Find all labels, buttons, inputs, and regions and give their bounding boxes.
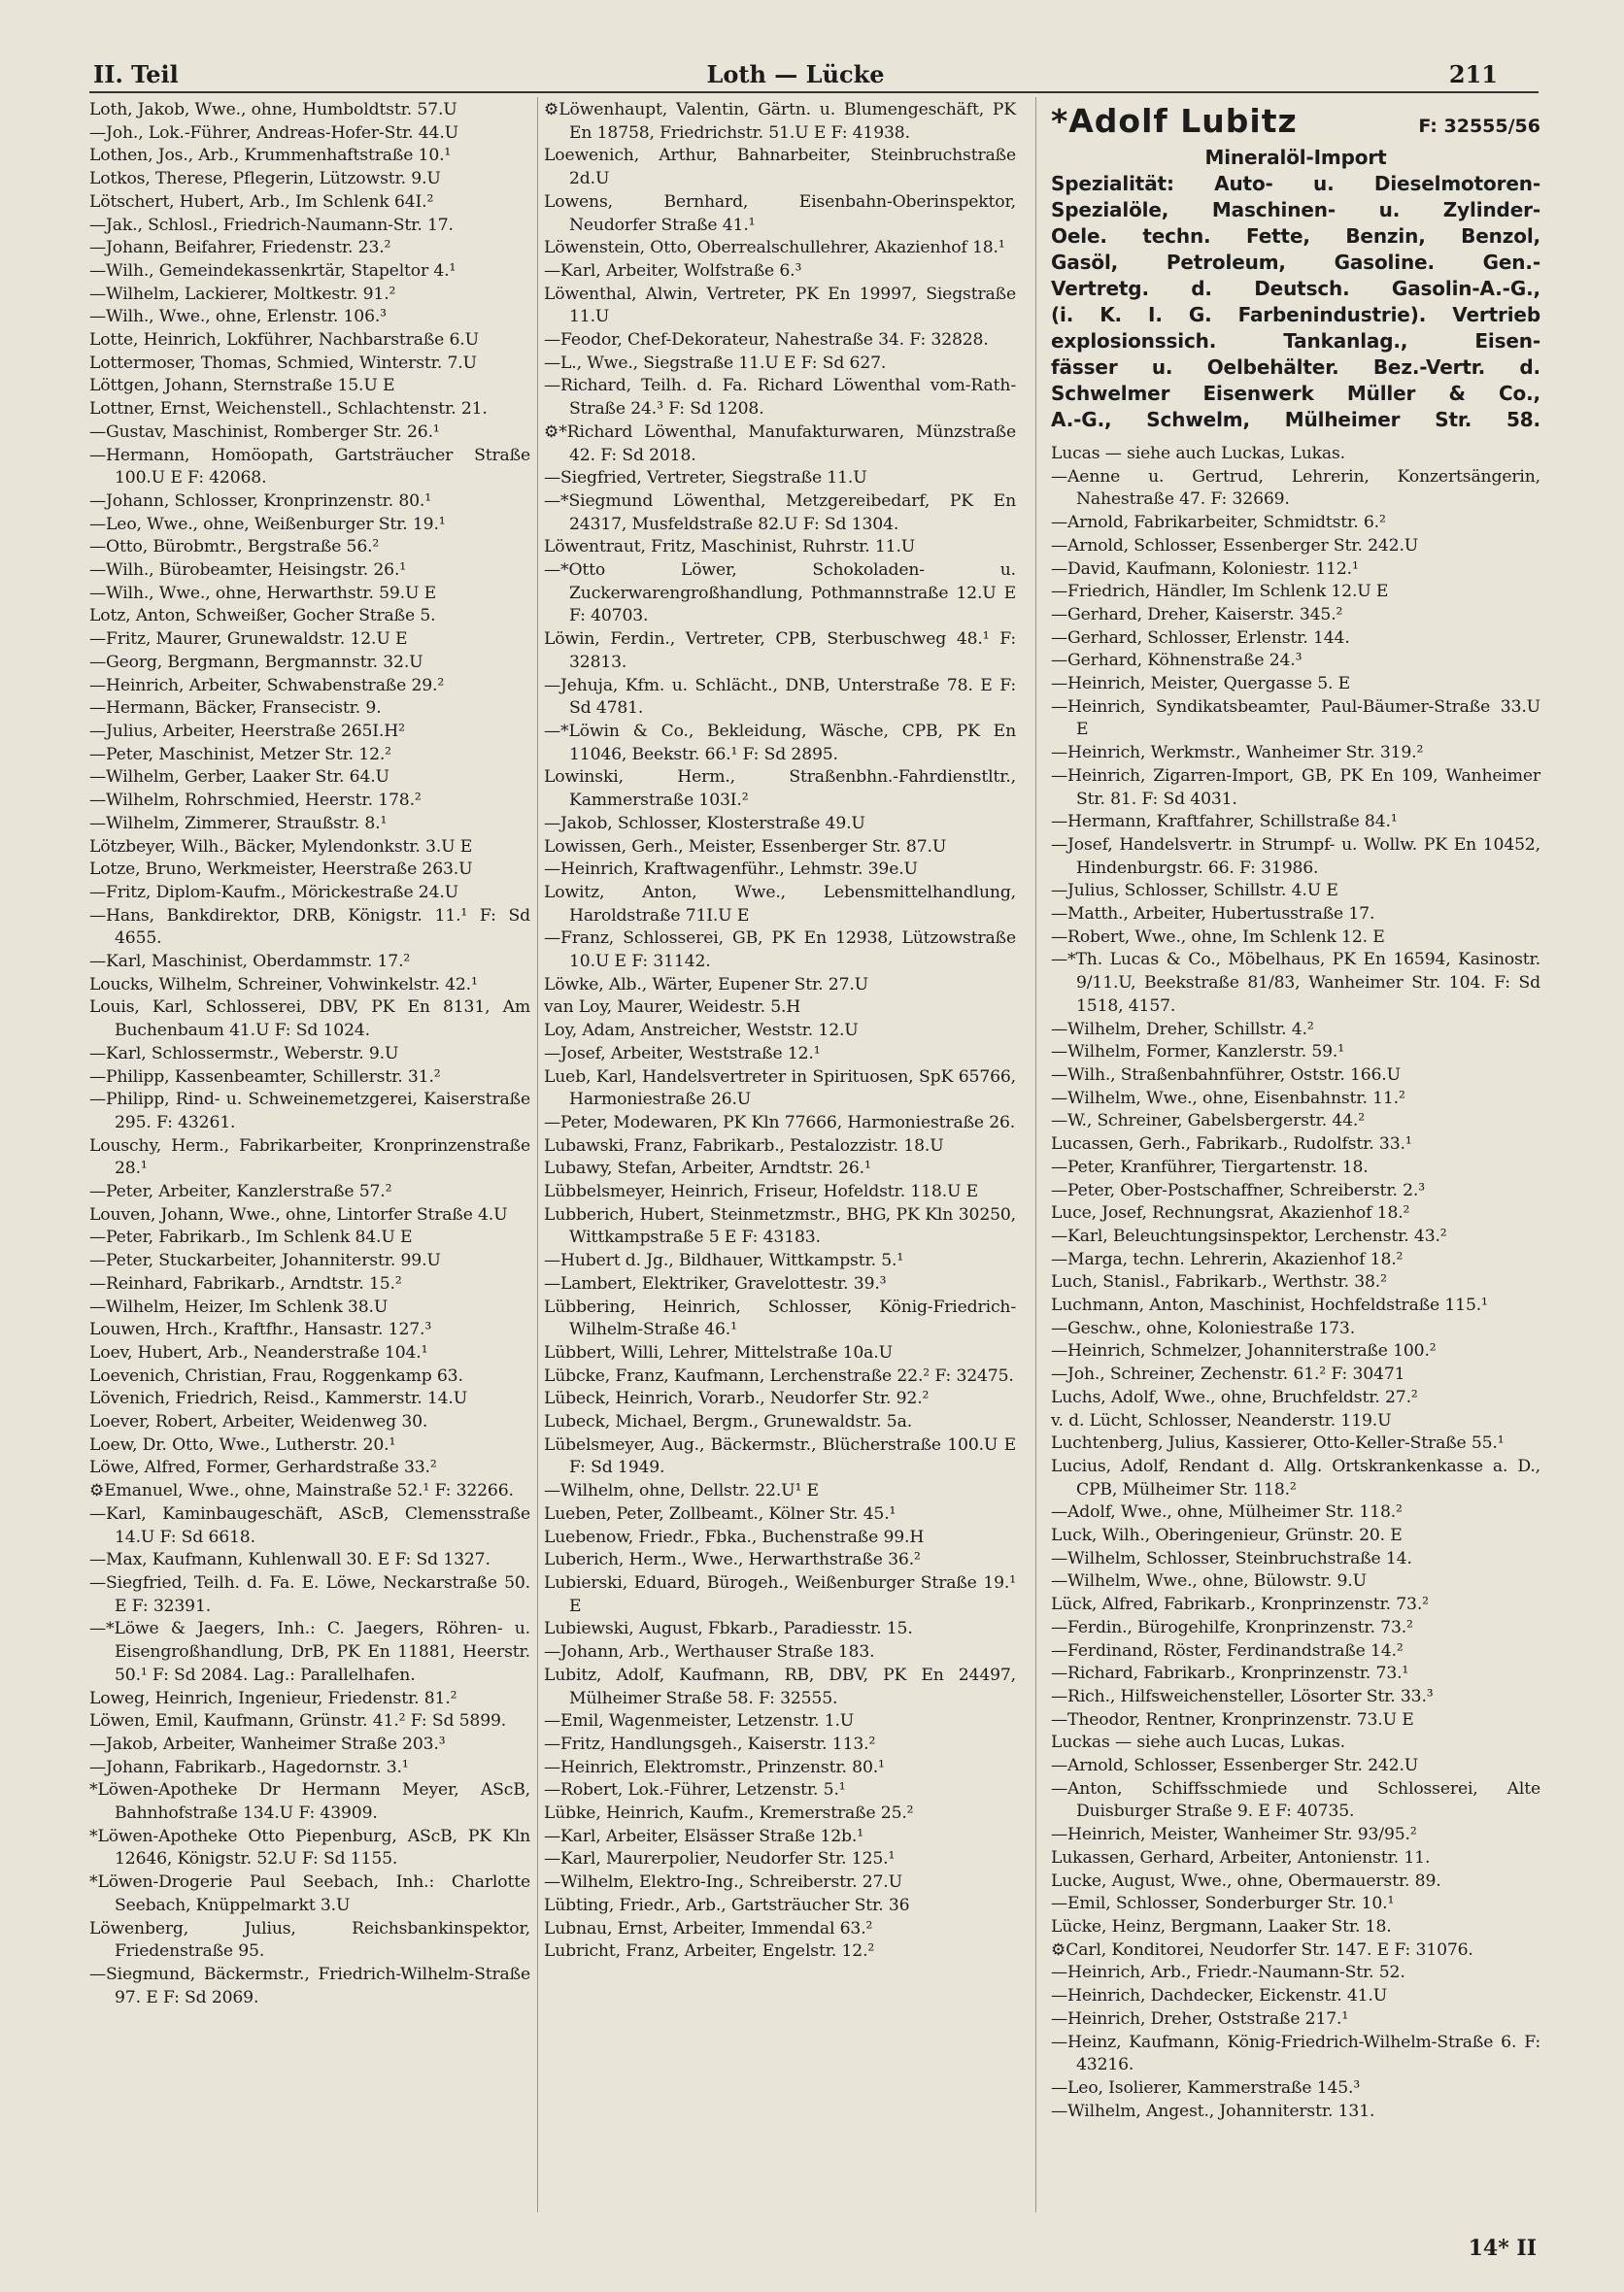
directory-entry: —Johann, Fabrikarb., Hagedornstr. 3.¹ xyxy=(89,1757,409,1777)
directory-entry: —Josef, Arbeiter, Weststraße 12.¹ xyxy=(544,1043,821,1063)
directory-entry: Loew, Dr. Otto, Wwe., Lutherstr. 20.¹ xyxy=(89,1434,396,1455)
directory-entry: —Johann, Arb., Werthauser Straße 183. xyxy=(544,1642,875,1663)
directory-entry: —Hermann, Homöopath, Gartsträucher Straße 100.U E F: 42068. xyxy=(89,445,530,489)
directory-entry: —Friedrich, Händler, Im Schlenk 12.U E xyxy=(1051,582,1389,602)
directory-entry: Lottner, Ernst, Weichenstell., Schlachtenstr. 21. xyxy=(89,399,488,420)
directory-entry: Loy, Adam, Anstreicher, Weststr. 12.U xyxy=(544,1021,859,1041)
directory-entry: —Peter, Stuckarbeiter, Johanniterstr. 99.U xyxy=(89,1251,441,1271)
directory-entry: —Peter, Ober-Postschaffner, Schreiberstr. 2.³ xyxy=(1051,1180,1425,1200)
ad-company-name: *Adolf Lubitz xyxy=(1051,102,1298,140)
page-header xyxy=(93,60,1498,93)
directory-entry: —Siegfried, Teilh. d. Fa. E. Löwe, Neckarstraße 50. E F: 32391. xyxy=(89,1573,530,1616)
column-divider xyxy=(537,97,538,2212)
directory-entry: Louwen, Hrch., Kraftfhr., Hansastr. 127.³ xyxy=(89,1320,432,1340)
ad-line: A.-G., Schwelm, Mülheimer Str. 58. xyxy=(1051,408,1540,431)
directory-entry: —L., Wwe., Siegstraße 11.U E F: Sd 627. xyxy=(544,353,887,373)
directory-entry: Lotkos, Therese, Pflegerin, Lützowstr. 9.U xyxy=(89,169,441,189)
directory-entry: Löwentraut, Fritz, Maschinist, Ruhrstr. 11.U xyxy=(544,537,916,557)
directory-entry: —Heinrich, Zigarren-Import, GB, PK En 109, Wanheimer Str. 81. F: Sd 4031. xyxy=(1051,765,1540,809)
directory-entry: —Gerhard, Köhnenstraße 24.³ xyxy=(1051,651,1303,671)
directory-entry: Louis, Karl, Schlosserei, DBV, PK En 8131, Am Buchenbaum 41.U F: Sd 1024. xyxy=(89,997,530,1041)
directory-entry: Lubitz, Adolf, Kaufmann, RB, DBV, PK En 24497, Mülheimer Straße 58. F: 32555. xyxy=(544,1665,1016,1708)
directory-entry: —Fritz, Diplom-Kaufm., Mörickestraße 24.U xyxy=(89,882,458,902)
ad-line: Gasöl, Petroleum, Gasoline. Gen.- xyxy=(1051,251,1540,274)
directory-entry: —Karl, Arbeiter, Wolfstraße 6.³ xyxy=(544,260,802,281)
directory-entry: —Jakob, Arbeiter, Wanheimer Straße 203.³ xyxy=(89,1734,446,1754)
directory-entry: —Rich., Hilfsweichensteller, Lösorter Str. 33.³ xyxy=(1051,1686,1434,1706)
column-2 xyxy=(544,99,1016,1964)
directory-entry: Lotze, Bruno, Werkmeister, Heerstraße 263.U xyxy=(89,860,473,880)
directory-entry: ⚙Carl, Konditorei, Neudorfer Str. 147. E F: 31076. xyxy=(1051,1939,1473,1960)
directory-entry: *Löwen-Apotheke Otto Piepenburg, AScB, PK Kln 12646, Königstr. 52.U F: Sd 1155. xyxy=(89,1826,530,1870)
directory-entry: Loever, Robert, Arbeiter, Weidenweg 30. xyxy=(89,1412,428,1432)
directory-entry: Lübeck, Heinrich, Vorarb., Neudorfer Str. 92.² xyxy=(544,1389,930,1409)
directory-entry: Luberich, Herm., Wwe., Herwarthstraße 36.² xyxy=(544,1550,921,1570)
directory-entry: —Heinrich, Elektromstr., Prinzenstr. 80.¹ xyxy=(544,1757,885,1777)
directory-entry: Lucassen, Gerh., Fabrikarb., Rudolfstr. 33.¹ xyxy=(1051,1134,1412,1155)
directory-entry: —Fritz, Maurer, Grunewaldstr. 12.U E xyxy=(89,629,408,650)
directory-entry: Lucke, August, Wwe., ohne, Obermauerstr. 89. xyxy=(1051,1871,1441,1891)
directory-entry: Lövenich, Friedrich, Reisd., Kammerstr. 14.U xyxy=(89,1389,468,1409)
directory-entry: Lubberich, Hubert, Steinmetzmstr., BHG, PK Kln 30250, Wittkampstraße 5 E F: 43183. xyxy=(544,1204,1016,1248)
directory-entry: —Heinrich, Dachdecker, Eickenstr. 41.U xyxy=(1051,1986,1388,2006)
directory-entry: —Peter, Kranführer, Tiergartenstr. 18. xyxy=(1051,1157,1369,1177)
directory-entry: —Theodor, Rentner, Kronprinzenstr. 73.U E xyxy=(1051,1709,1414,1730)
directory-entry: —Karl, Maurerpolier, Neudorfer Str. 125.¹ xyxy=(544,1849,896,1870)
directory-entry: —Johann, Beifahrer, Friedenstr. 23.² xyxy=(89,238,391,258)
directory-entry: —Peter, Modewaren, PK Kln 77666, Harmoniestraße 26. xyxy=(544,1112,1016,1132)
directory-entry: —Arnold, Fabrikarbeiter, Schmidtstr. 6.² xyxy=(1051,513,1386,533)
directory-entry: Loucks, Wilhelm, Schreiner, Vohwinkelstr. 42.¹ xyxy=(89,974,478,994)
directory-entry: Lubeck, Michael, Bergm., Grunewaldstr. 5a. xyxy=(544,1412,913,1432)
directory-entry: Löwenthal, Alwin, Vertreter, PK En 19997, Siegstraße 11.U xyxy=(544,284,1016,327)
directory-entry: —Karl, Schlossermstr., Weberstr. 9.U xyxy=(89,1043,399,1063)
directory-entry: —Wilhelm, Lackierer, Moltkestr. 91.² xyxy=(89,284,396,304)
directory-entry: —Richard, Fabrikarb., Kronprinzenstr. 73.¹ xyxy=(1051,1664,1409,1684)
directory-entry: Luckas — siehe auch Lucas, Lukas. xyxy=(1051,1733,1345,1753)
directory-entry: Löwke, Alb., Wärter, Eupener Str. 27.U xyxy=(544,974,869,994)
directory-entry: —Hermann, Bäcker, Fransecistr. 9. xyxy=(89,698,382,719)
directory-entry: Luchs, Adolf, Wwe., ohne, Bruchfeldstr. 27.² xyxy=(1051,1387,1418,1407)
directory-entry: Loth, Jakob, Wwe., ohne, Humboldtstr. 57.U xyxy=(89,100,457,119)
directory-entry: Löttgen, Johann, Sternstraße 15.U E xyxy=(89,376,395,396)
directory-entry: —Geschw., ohne, Koloniestraße 173. xyxy=(1051,1318,1356,1338)
directory-entry: —Heinrich, Kraftwagenführ., Lehmstr. 39e.U xyxy=(544,860,918,880)
directory-entry: —Reinhard, Fabrikarb., Arndtstr. 15.² xyxy=(89,1273,402,1294)
directory-entry: —Leo, Wwe., ohne, Weißenburger Str. 19.¹ xyxy=(89,514,446,534)
directory-entry: Löwe, Alfred, Former, Gerhardstraße 33.² xyxy=(89,1458,437,1478)
directory-entry: Luchtenberg, Julius, Kassierer, Otto-Keller-Straße 55.¹ xyxy=(1051,1433,1505,1454)
directory-entry: —W., Schreiner, Gabelsbergerstr. 44.² xyxy=(1051,1111,1365,1131)
directory-entry: Luch, Stanisl., Fabrikarb., Werthstr. 38.² xyxy=(1051,1272,1387,1293)
directory-entry: —Wilh., Straßenbahnführer, Oststr. 166.U xyxy=(1051,1064,1401,1085)
directory-entry: *Löwen-Drogerie Paul Seebach, Inh.: Charlotte Seebach, Knüppelmarkt 3.U xyxy=(89,1872,530,1915)
directory-entry: —Wilhelm, Wwe., ohne, Eisenbahnstr. 11.² xyxy=(1051,1088,1405,1108)
directory-entry: Lucas — siehe auch Luckas, Lukas. xyxy=(1051,444,1345,463)
ad-line: Vertretg. d. Deutsch. Gasolin-A.-G., xyxy=(1051,277,1540,300)
directory-entry: Lübbert, Willi, Lehrer, Mittelstraße 10a.U xyxy=(544,1342,893,1363)
directory-entry: Lübbering, Heinrich, Schlosser, König-Friedrich-Wilhelm-Straße 46.¹ xyxy=(544,1297,1016,1340)
directory-entry: —Heinz, Kaufmann, König-Friedrich-Wilhelm-Straße 6. F: 43216. xyxy=(1051,2032,1540,2075)
directory-entry: Lübting, Friedr., Arb., Gartsträucher Str. 36 xyxy=(544,1895,910,1915)
directory-entry: Löwenberg, Julius, Reichsbankinspektor, Friedenstraße 95. xyxy=(89,1918,530,1962)
directory-entry: Löwen, Emil, Kaufmann, Grünstr. 41.² F: Sd 5899. xyxy=(89,1711,507,1732)
header-rule xyxy=(89,91,1539,93)
directory-entry: Lubiewski, August, Fbkarb., Paradiesstr. 15. xyxy=(544,1619,913,1639)
ad-line: Spezialität: Auto- u. Dieselmotoren- xyxy=(1051,172,1540,195)
directory-entry: —Peter, Maschinist, Metzer Str. 12.² xyxy=(89,744,391,764)
directory-entry: —Wilhelm, Zimmerer, Straußstr. 8.¹ xyxy=(89,813,388,833)
directory-entry: —David, Kaufmann, Koloniestr. 112.¹ xyxy=(1051,558,1359,579)
directory-entry: Lucius, Adolf, Rendant d. Allg. Ortskrankenkasse a. D., CPB, Mülheimer Str. 118.² xyxy=(1051,1456,1540,1500)
directory-entry: —Heinrich, Werkmstr., Wanheimer Str. 319.² xyxy=(1051,743,1424,763)
ad-line: fässer u. Oelbehälter. Bez.-Vertr. d. xyxy=(1051,355,1540,379)
directory-entry: Lukassen, Gerhard, Arbeiter, Antonienstr. 11. xyxy=(1051,1847,1431,1868)
directory-entry: —*Otto Löwer, Schokoladen- u. Zuckerwarengroßhandlung, Pothmannstraße 12.U E F: 40703. xyxy=(544,560,1016,626)
directory-entry: —Anton, Schiffsschmiede und Schlosserei, Alte Duisburger Straße 9. E F: 40735. xyxy=(1051,1778,1540,1822)
directory-entry: Lübcke, Franz, Kaufmann, Lerchenstraße 22.² F: 32475. xyxy=(544,1365,1014,1386)
directory-entry: —Jak., Schlosl., Friedrich-Naumann-Str. 17. xyxy=(89,215,454,235)
directory-entry: Lubnau, Ernst, Arbeiter, Immendal 63.² xyxy=(544,1918,873,1938)
directory-entry: —Lambert, Elektriker, Gravelottestr. 39.³ xyxy=(544,1273,887,1294)
directory-entry: —Philipp, Kassenbeamter, Schillerstr. 31.² xyxy=(89,1066,441,1087)
directory-entry: —Julius, Arbeiter, Heerstraße 265I.H² xyxy=(89,721,405,741)
directory-entry: ⚙Emanuel, Wwe., ohne, Mainstraße 52.¹ F: 32266. xyxy=(89,1481,514,1501)
directory-entry: Lowinski, Herm., Straßenbhn.-Fahrdienstltr., Kammerstraße 103I.² xyxy=(544,767,1016,811)
directory-entry: Lück, Alfred, Fabrikarb., Kronprinzenstr. 73.² xyxy=(1051,1595,1429,1615)
directory-entry: —Georg, Bergmann, Bergmannstr. 32.U xyxy=(89,652,423,672)
directory-entry: Lübke, Heinrich, Kaufm., Kremerstraße 25.² xyxy=(544,1803,914,1824)
ad-line: (i. K. I. G. Farbenindustrie). Vertrieb xyxy=(1051,303,1540,326)
directory-entry: —Franz, Schlosserei, GB, PK En 12938, Lützowstraße 10.U E F: 31142. xyxy=(544,928,1016,972)
directory-entry: —Wilhelm, Dreher, Schillstr. 4.² xyxy=(1051,1019,1314,1039)
directory-entry: —Matth., Arbeiter, Hubertusstraße 17. xyxy=(1051,904,1375,925)
directory-entry: —Fritz, Handlungsgeh., Kaiserstr. 113.² xyxy=(544,1734,876,1754)
directory-entry: Loweg, Heinrich, Ingenieur, Friedenstr. 81.² xyxy=(89,1688,457,1708)
directory-entry: —Wilhelm, Angest., Johanniterstr. 131. xyxy=(1051,2101,1375,2121)
directory-entry: Lueben, Peter, Zollbeamt., Kölner Str. 45.¹ xyxy=(544,1503,897,1524)
directory-entry: —Joh., Schreiner, Zechenstr. 61.² F: 30471 xyxy=(1051,1365,1405,1385)
directory-entry: —Karl, Kaminbaugeschäft, AScB, Clemensstraße 14.U F: Sd 6618. xyxy=(89,1503,530,1547)
directory-entry: —Karl, Beleuchtungsinspektor, Lerchenstr. 43.² xyxy=(1051,1226,1447,1246)
directory-entry: —Arnold, Schlosser, Essenberger Str. 242.U xyxy=(1051,1756,1419,1776)
directory-entry: —Heinrich, Meister, Wanheimer Str. 93/95.² xyxy=(1051,1825,1417,1845)
directory-entry: —Wilhelm, Elektro-Ing., Schreiberstr. 27.U xyxy=(544,1872,902,1893)
directory-entry: —Jakob, Schlosser, Klosterstraße 49.U xyxy=(544,813,865,833)
directory-entry: —Jehuja, Kfm. u. Schlächt., DNB, Unterstraße 78. E F: Sd 4781. xyxy=(544,675,1016,719)
column-3-entries xyxy=(1051,443,1540,2123)
directory-entry: —Karl, Maschinist, Oberdammstr. 17.² xyxy=(89,952,411,972)
directory-entry: Lubawy, Stefan, Arbeiter, Arndtstr. 26.¹ xyxy=(544,1159,871,1179)
directory-entry: —Wilh., Wwe., ohne, Erlenstr. 106.³ xyxy=(89,307,387,327)
directory-entry: —Joh., Lok.-Führer, Andreas-Hofer-Str. 44.U xyxy=(89,122,458,143)
page-number: 211 xyxy=(1448,60,1498,88)
directory-entry: —Johann, Schlosser, Kronprinzenstr. 80.¹ xyxy=(89,490,431,511)
ad-phone: F: 32555/56 xyxy=(1418,116,1540,137)
directory-entry: Luebenow, Friedr., Fbka., Buchenstraße 99.H xyxy=(544,1527,925,1547)
directory-entry: —Josef, Handelsvertr. in Strumpf- u. Wollw. PK En 10452, Hindenburgstr. 66. F: 31986. xyxy=(1051,834,1540,878)
directory-entry: —Heinrich, Arb., Friedr.-Naumann-Str. 52. xyxy=(1051,1963,1405,1983)
directory-entry: Loev, Hubert, Arb., Neanderstraße 104.¹ xyxy=(89,1342,428,1363)
directory-entry: —Ferdin., Bürogehilfe, Kronprinzenstr. 73.² xyxy=(1051,1617,1413,1637)
ad-line: Spezialöle, Maschinen- u. Zylinder- xyxy=(1051,198,1540,221)
directory-entry: Lubierski, Eduard, Bürogeh., Weißenburger Straße 19.¹ E xyxy=(544,1573,1016,1616)
directory-entry: —Wilh., Gemeindekassenkrtär, Stapeltor 4.¹ xyxy=(89,260,457,281)
directory-entry: —Wilhelm, Gerber, Laaker Str. 64.U xyxy=(89,767,389,788)
directory-entry: —Hans, Bankdirektor, DRB, Königstr. 11.¹ F: Sd 4655. xyxy=(89,905,530,949)
directory-entry: —Wilh., Bürobeamter, Heisingstr. 26.¹ xyxy=(89,560,407,581)
directory-entry: Lubawski, Franz, Fabrikarb., Pestalozzistr. 18.U xyxy=(544,1135,944,1156)
directory-entry: Luck, Wilh., Oberingenieur, Grünstr. 20. E xyxy=(1051,1526,1403,1546)
directory-entry: Lotte, Heinrich, Lokführer, Nachbarstraße 6.U xyxy=(89,330,479,351)
directory-entry: —Adolf, Wwe., ohne, Mülheimer Str. 118.² xyxy=(1051,1502,1403,1523)
directory-entry: ⚙*Richard Löwenthal, Manufakturwaren, Münzstraße 42. F: Sd 2018. xyxy=(544,421,1016,465)
directory-entry: —Gerhard, Schlosser, Erlenstr. 144. xyxy=(1051,627,1350,648)
directory-entry: —Gerhard, Dreher, Kaiserstr. 345.² xyxy=(1051,604,1343,624)
directory-entry: —Max, Kaufmann, Kuhlenwall 30. E F: Sd 1327. xyxy=(89,1550,491,1570)
directory-entry: —Robert, Wwe., ohne, Im Schlenk 12. E xyxy=(1051,927,1385,947)
directory-entry: —Otto, Bürobmtr., Bergstraße 56.² xyxy=(89,537,380,557)
directory-entry: —Gustav, Maschinist, Romberger Str. 26.¹ xyxy=(89,421,440,442)
directory-entry: —Aenne u. Gertrud, Lehrerin, Konzertsängerin, Nahestraße 47. F: 32669. xyxy=(1051,466,1540,510)
directory-entry: —Emil, Wagenmeister, Letzenstr. 1.U xyxy=(544,1711,855,1732)
directory-entry: Lotz, Anton, Schweißer, Gocher Straße 5. xyxy=(89,606,436,626)
directory-entry: v. d. Lücht, Schlosser, Neanderstr. 119.U xyxy=(1051,1410,1392,1431)
ad-body xyxy=(1051,145,1540,433)
directory-entry: —Peter, Arbeiter, Kanzlerstraße 57.² xyxy=(89,1182,392,1202)
directory-entry: Louven, Johann, Wwe., ohne, Lintorfer Straße 4.U xyxy=(89,1204,508,1225)
directory-entry: —Heinrich, Dreher, Oststraße 217.¹ xyxy=(1051,2008,1349,2029)
directory-entry: —Wilhelm, Heizer, Im Schlenk 38.U xyxy=(89,1297,389,1317)
directory-entry: —*Siegmund Löwenthal, Metzgereibedarf, PK En 24317, Musfeldstraße 82.U F: Sd 1304. xyxy=(544,490,1016,534)
directory-entry: —Siegfried, Vertreter, Siegstraße 11.U xyxy=(544,468,867,489)
directory-entry: —Philipp, Rind- u. Schweinemetzgerei, Kaiserstraße 295. F: 43261. xyxy=(89,1090,530,1132)
directory-entry: Loevenich, Christian, Frau, Roggenkamp 63. xyxy=(89,1365,463,1386)
directory-entry: Lübbelsmeyer, Heinrich, Friseur, Hofeldstr. 118.U E xyxy=(544,1182,979,1202)
header-left: II. Teil xyxy=(93,60,179,88)
directory-entry: Löwenstein, Otto, Oberrealschullehrer, Akazienhof 18.¹ xyxy=(544,238,1005,258)
directory-entry: —Leo, Isolierer, Kammerstraße 145.³ xyxy=(1051,2077,1361,2098)
directory-entry: Loewenich, Arthur, Bahnarbeiter, Steinbruchstraße 2d.U xyxy=(544,146,1016,189)
directory-entry: —Julius, Schlosser, Schillstr. 4.U E xyxy=(1051,881,1338,901)
directory-entry: —*Th. Lucas & Co., Möbelhaus, PK En 16594, Kasinostr. 9/11.U, Beekstraße 81/83, Wanheimer Str. 104. F: Sd 1518, 4157. xyxy=(1051,950,1540,1016)
directory-entry: —Ferdinand, Röster, Ferdinandstraße 14.² xyxy=(1051,1640,1404,1661)
directory-entry: —Heinrich, Schmelzer, Johanniterstraße 100.² xyxy=(1051,1341,1437,1362)
ad-line: Schwelmer Eisenwerk Müller & Co., xyxy=(1051,382,1540,405)
directory-entry: —Heinrich, Meister, Quergasse 5. E xyxy=(1051,674,1351,694)
directory-entry: Lücke, Heinz, Bergmann, Laaker Str. 18. xyxy=(1051,1917,1392,1937)
directory-entry: van Loy, Maurer, Weidestr. 5.H xyxy=(544,997,801,1018)
directory-entry: —Feodor, Chef-Dekorateur, Nahestraße 34. F: 32828. xyxy=(544,330,989,351)
directory-entry: —*Löwe & Jaegers, Inh.: C. Jaegers, Röhren- u. Eisengroßhandlung, DrB, PK En 11881, Heerstr. 50.¹ F: Sd 2084. Lag.: Parallelhafen. xyxy=(89,1619,530,1685)
directory-entry: —Emil, Schlosser, Sonderburger Str. 10.¹ xyxy=(1051,1894,1395,1914)
directory-entry: —Wilhelm, Former, Kanzlerstr. 59.¹ xyxy=(1051,1042,1344,1062)
directory-entry: Lothen, Jos., Arb., Krummenhaftstraße 10.¹ xyxy=(89,146,452,166)
directory-entry: —Marga, techn. Lehrerin, Akazienhof 18.² xyxy=(1051,1249,1404,1269)
directory-entry: Lübelsmeyer, Aug., Bäckermstr., Blücherstraße 100.U E F: Sd 1949. xyxy=(544,1434,1016,1478)
advertisement xyxy=(1051,103,1540,433)
directory-entry: —Karl, Arbeiter, Elsässer Straße 12b.¹ xyxy=(544,1826,863,1846)
directory-entry: —Arnold, Schlosser, Essenberger Str. 242.U xyxy=(1051,535,1419,556)
ad-line: Mineralöl-Import xyxy=(1204,146,1387,169)
directory-entry: —Heinrich, Arbeiter, Schwabenstraße 29.² xyxy=(89,675,445,695)
directory-entry: —Wilhelm, Wwe., ohne, Bülowstr. 9.U xyxy=(1051,1571,1367,1592)
directory-entry: —Hubert d. Jg., Bildhauer, Wittkampstr. 5.¹ xyxy=(544,1251,904,1271)
directory-entry: —Richard, Teilh. d. Fa. Richard Löwenthal vom-Rath-Straße 24.³ F: Sd 1208. xyxy=(544,376,1016,420)
directory-entry: Löwin, Ferdin., Vertreter, CPB, Sterbuschweg 48.¹ F: 32813. xyxy=(544,629,1016,672)
column-3 xyxy=(1051,99,1540,2123)
directory-entry: —Wilhelm, Schlosser, Steinbruchstraße 14. xyxy=(1051,1548,1412,1568)
directory-entry: *Löwen-Apotheke Dr Hermann Meyer, AScB, Bahnhofstraße 134.U F: 43909. xyxy=(89,1780,530,1824)
directory-entry: Lueb, Karl, Handelsvertreter in Spirituosen, SpK 65766, Harmoniestraße 26.U xyxy=(544,1066,1016,1110)
directory-entry: Lowissen, Gerh., Meister, Essenberger Str. 87.U xyxy=(544,836,947,857)
directory-entry: —Wilhelm, Rohrschmied, Heerstr. 178.² xyxy=(89,791,422,811)
directory-entry: Lötschert, Hubert, Arb., Im Schlenk 64I.² xyxy=(89,191,434,212)
directory-entry: —Wilhelm, ohne, Dellstr. 22.U¹ E xyxy=(544,1481,819,1501)
signature-mark: 14* II xyxy=(1468,2236,1537,2261)
directory-entry: Lubricht, Franz, Arbeiter, Engelstr. 12.² xyxy=(544,1941,875,1962)
directory-entry: Luchmann, Anton, Maschinist, Hochfeldstraße 115.¹ xyxy=(1051,1296,1488,1316)
directory-entry: —Siegmund, Bäckermstr., Friedrich-Wilhelm-Straße 97. E F: Sd 2069. xyxy=(89,1964,530,2007)
directory-entry: Lowitz, Anton, Wwe., Lebensmittelhandlung, Haroldstraße 71I.U E xyxy=(544,882,1016,926)
directory-entry: —Peter, Fabrikarb., Im Schlenk 84.U E xyxy=(89,1228,413,1248)
directory-entry: Lötzbeyer, Wilh., Bäcker, Mylendonkstr. 3.U E xyxy=(89,836,473,857)
directory-entry: Lowens, Bernhard, Eisenbahn-Oberinspektor, Neudorfer Straße 41.¹ xyxy=(544,191,1016,235)
directory-entry: —Robert, Lok.-Führer, Letzenstr. 5.¹ xyxy=(544,1780,846,1801)
ad-line: Oele. techn. Fette, Benzin, Benzol, xyxy=(1051,224,1540,248)
directory-entry: —*Löwin & Co., Bekleidung, Wäsche, CPB, PK En 11046, Beekstr. 66.¹ F: Sd 2895. xyxy=(544,721,1016,764)
directory-entry: —Hermann, Kraftfahrer, Schillstraße 84.¹ xyxy=(1051,812,1398,832)
directory-entry: ⚙Löwenhaupt, Valentin, Gärtn. u. Blumengeschäft, PK En 18758, Friedrichstr. 51.U E F: 41938. xyxy=(544,100,1016,143)
directory-entry: Lottermoser, Thomas, Schmied, Winterstr. 7.U xyxy=(89,353,477,373)
column-1 xyxy=(89,99,530,2009)
directory-entry: —Heinrich, Syndikatsbeamter, Paul-Bäumer-Straße 33.U E xyxy=(1051,696,1540,740)
directory-entry: Luce, Josef, Rechnungsrat, Akazienhof 18.² xyxy=(1051,1203,1410,1224)
directory-entry: Louschy, Herm., Fabrikarbeiter, Kronprinzenstraße 28.¹ xyxy=(89,1135,530,1179)
directory-entry: —Wilh., Wwe., ohne, Herwarthstr. 59.U E xyxy=(89,583,437,603)
header-center: Loth — Lücke xyxy=(706,60,885,88)
ad-header xyxy=(1051,103,1540,145)
column-divider xyxy=(1035,97,1036,2212)
ad-line: explosionssich. Tankanlag., Eisen- xyxy=(1051,329,1540,353)
